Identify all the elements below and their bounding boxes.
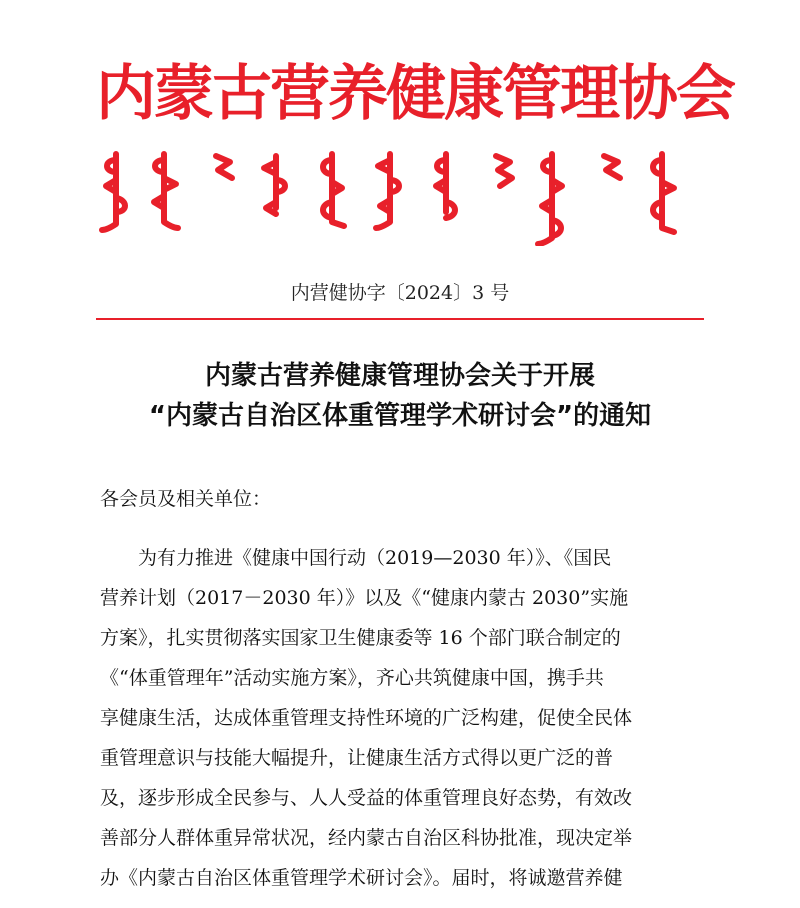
- org-name-header: 内蒙古营养健康管理协会: [96, 59, 734, 129]
- body-line: 营养计划（2017－2030 年）》以及《“健康内蒙古 2030”实施: [100, 587, 629, 609]
- header-divider: [96, 318, 704, 320]
- body-line: 方案》，扎实贯彻落实国家卫生健康委等 16 个部门联合制定的: [100, 627, 621, 649]
- body-paragraph: [100, 538, 700, 898]
- body-line: 《“体重管理年”活动实施方案》，齐心共筑健康中国，携手共: [100, 667, 604, 689]
- document-number: 内营健协字〔2024〕3 号: [290, 282, 510, 304]
- salutation: 各会员及相关单位：: [100, 488, 272, 510]
- document-title: [0, 356, 800, 436]
- body-line: 善部分人群体重异常状况，经内蒙古自治区科协批准，现决定举: [100, 827, 633, 849]
- body-line: 重管理意识与技能大幅提升，让健康生活方式得以更广泛的普: [100, 747, 614, 769]
- title-line-2: “内蒙古自治区体重管理学术研讨会”的通知: [148, 401, 652, 431]
- body-line: 及，逐步形成全民参与、人人受益的体重管理良好态势，有效改: [100, 787, 633, 809]
- title-line-1: 内蒙古营养健康管理协会关于开展: [204, 361, 595, 391]
- mongolian-script-icon: [96, 146, 704, 246]
- body-line: 办《内蒙古自治区体重管理学术研讨会》。届时，将诚邀营养健: [100, 867, 623, 889]
- body-line: 享健康生活，达成体重管理支持性环境的广泛构建，促使全民体: [100, 707, 633, 729]
- body-line: 为有力推进《健康中国行动（2019—2030 年）》、《国民: [100, 547, 612, 569]
